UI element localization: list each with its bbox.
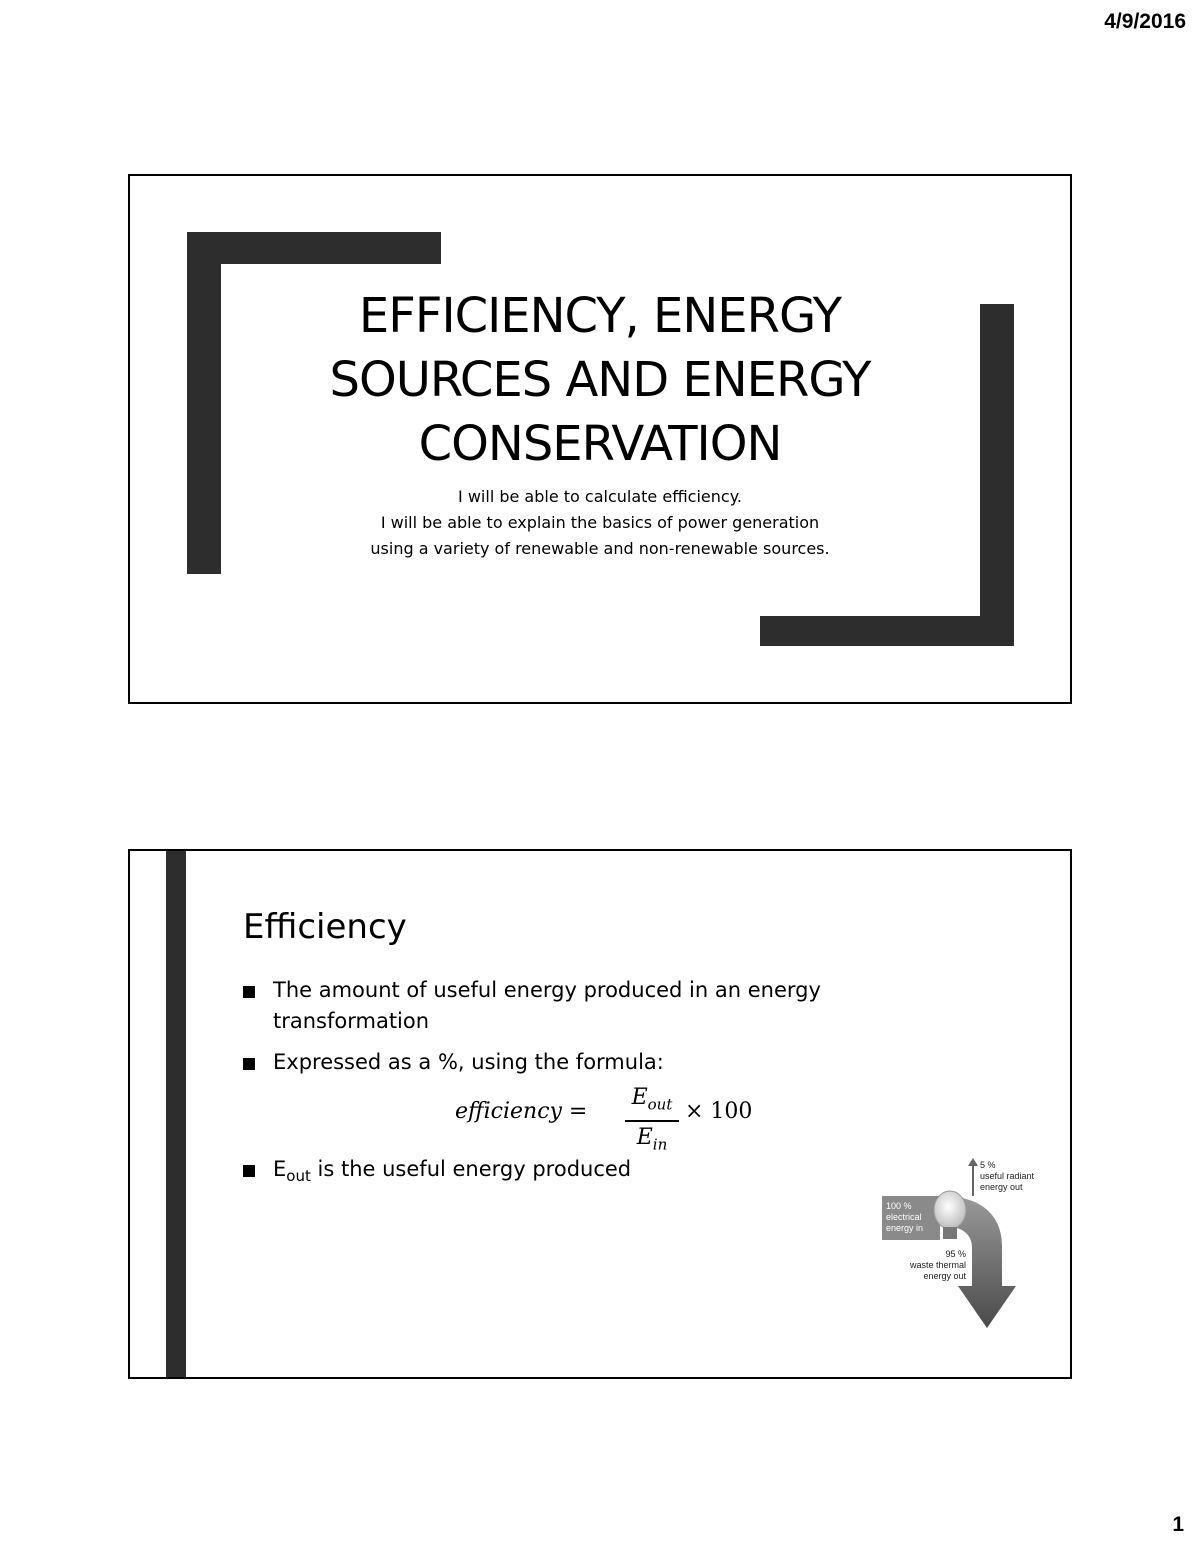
bullet-text: The amount of useful energy produced in an energy transformation [273, 978, 821, 1033]
formula-lhs: efficiency = [455, 1099, 588, 1124]
subtitle-line: I will be able to calculate efficiency. [458, 487, 742, 506]
title-line: EFFICIENCY, ENERGY [358, 288, 842, 344]
formula-rhs: × 100 [685, 1099, 753, 1124]
title-slide [128, 174, 1072, 704]
waste-label: energy out [923, 1271, 966, 1281]
fraction-line [625, 1120, 679, 1122]
input-label: 100 % [886, 1201, 912, 1211]
title-line: SOURCES AND ENERGY [329, 352, 871, 408]
left-accent-bar [166, 851, 186, 1377]
bullet-square-icon [243, 1058, 255, 1070]
waste-label: waste thermal [909, 1260, 966, 1270]
page-number: 1 [1172, 1513, 1184, 1536]
formula-fraction [625, 1083, 679, 1160]
slide-subtitle [300, 484, 900, 562]
bullet-item [243, 1047, 893, 1078]
input-label: energy in [886, 1223, 924, 1233]
formula-denominator: $E_{in}$ [636, 1125, 668, 1154]
useful-label: useful radiant [980, 1171, 1035, 1181]
corner-bracket-top-vertical [187, 232, 221, 574]
waste-label: 95 % [945, 1249, 966, 1259]
subtitle-line: I will be able to explain the basics of power generation [380, 513, 820, 532]
bullet-item [243, 1154, 893, 1192]
page-date: 4/9/2016 [1104, 10, 1186, 33]
bullet-text: $E_{out}$ is the useful energy produced [273, 1157, 632, 1186]
title-line: CONSERVATION [418, 416, 782, 472]
bullet-item [243, 975, 893, 1037]
input-label: electrical [886, 1212, 922, 1222]
corner-bracket-bottom-vertical [980, 304, 1014, 646]
light-bulb-icon [934, 1191, 966, 1229]
efficiency-slide [128, 849, 1072, 1379]
bullet-square-icon [243, 986, 255, 998]
subtitle-line: using a variety of renewable and non-renewable sources. [370, 539, 830, 558]
useful-label: energy out [980, 1182, 1023, 1192]
slide-heading: Efficiency [243, 907, 407, 947]
corner-bracket-top-horizontal [187, 232, 441, 264]
bullet-square-icon [243, 1165, 255, 1177]
light-bulb-energy-diagram [882, 1156, 1042, 1336]
slide-title [250, 284, 950, 476]
formula-numerator: $E_{out}$ [631, 1085, 673, 1114]
useful-label: 5 % [980, 1160, 996, 1170]
bullet-text: Expressed as a %, using the formula: [273, 1050, 664, 1074]
corner-bracket-bottom-horizontal [760, 616, 1014, 646]
